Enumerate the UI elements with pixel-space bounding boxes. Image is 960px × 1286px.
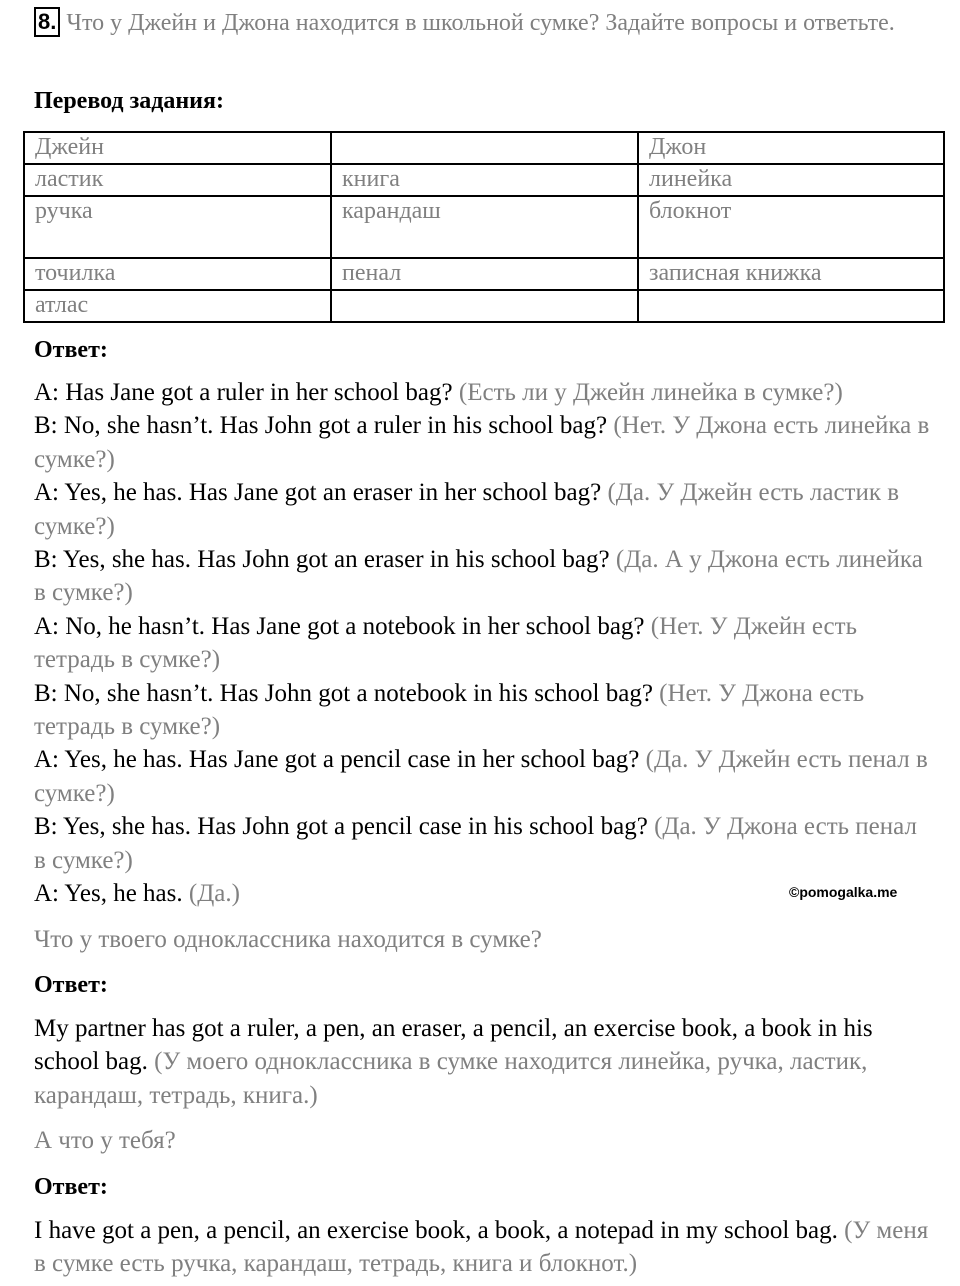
table-row	[24, 290, 944, 322]
translation-heading: Перевод задания:	[34, 88, 224, 114]
table-row	[24, 164, 944, 196]
table-cell: ластик	[24, 164, 331, 196]
line-russian: (Да.)	[188, 880, 240, 908]
table-cell	[331, 290, 638, 322]
dialogue-line	[34, 610, 934, 677]
line-english: A: No, he hasn’t. Has Jane got a notebook in her school bag?	[34, 612, 645, 640]
line-english: A: Yes, he has. Has Jane got a pencil case in her school bag?	[34, 746, 640, 774]
answer-label-2: Ответ:	[34, 972, 108, 998]
table-row	[24, 132, 944, 164]
task-statement	[34, 6, 934, 40]
table-cell: записная книжка	[638, 258, 944, 290]
table-cell	[638, 290, 944, 322]
question-you: А что у тебя?	[34, 1127, 176, 1154]
table-cell: карандаш	[331, 196, 638, 258]
line-russian: (Да. У Джейн есть пенал в сумке?)	[34, 746, 928, 807]
line-russian: (Есть ли у Джейн линейка в сумке?)	[458, 379, 843, 406]
line-russian: (Нет. У Джейн есть тетрадь в сумке?)	[34, 612, 857, 674]
dialogue	[34, 376, 934, 911]
line-english: B: No, she hasn’t. Has John got a notebook in his school bag?	[34, 679, 653, 707]
dialogue-line	[34, 409, 934, 476]
answer-classmate	[34, 1012, 934, 1112]
line-english: B: No, she hasn’t. Has John got a ruler in his school bag?	[34, 412, 608, 440]
items-table	[23, 131, 945, 323]
table-cell: книга	[331, 164, 638, 196]
dialogue-line	[34, 743, 934, 810]
answer-russian: (У моего одноклассника в сумке находится линейка, ручка, ластик, карандаш, тетрадь, книга.)	[34, 1048, 868, 1109]
line-russian: (Да. У Джона есть пенал в сумке?)	[34, 813, 917, 874]
table-cell: Джейн	[24, 132, 331, 164]
table-cell: пенал	[331, 258, 638, 290]
line-russian: (Нет. У Джона есть линейка в сумке?)	[34, 412, 930, 473]
line-english: A: Yes, he has. Has Jane got an eraser in her school bag?	[34, 479, 602, 507]
task-number: 8.	[34, 7, 60, 37]
line-english: A: Yes, he has.	[34, 880, 183, 908]
line-english: B: Yes, she has. Has John got a pencil case in his school bag?	[34, 813, 648, 841]
dialogue-line	[34, 543, 934, 610]
table-row	[24, 196, 944, 258]
watermark: ©pomogalka.me	[789, 884, 898, 900]
answer-english: I have got a pen, a pencil, an exercise book, a book, a notepad in my school bag.	[34, 1217, 838, 1244]
line-english: A: Has Jane got a ruler in her school bag?	[34, 379, 453, 406]
line-russian: (Да. А у Джона есть линейка в сумке?)	[34, 546, 923, 607]
line-russian: (Нет. У Джона есть тетрадь в сумке?)	[34, 679, 865, 741]
answer-russian: (У меня в сумке есть ручка, карандаш, тетрадь, книга и блокнот.)	[34, 1217, 929, 1278]
table-cell: атлас	[24, 290, 331, 322]
dialogue-line	[34, 376, 934, 409]
task-text: Что у Джейн и Джона находится в школьной сумке? Задайте вопросы и ответьте.	[66, 10, 895, 36]
table-cell	[331, 132, 638, 164]
table-cell: блокнот	[638, 196, 944, 258]
dialogue-line	[34, 810, 934, 877]
line-english: B: Yes, she has. Has John got an eraser in his school bag?	[34, 546, 610, 574]
line-russian: (Да. У Джейн есть ластик в сумке?)	[34, 479, 900, 540]
table-cell: линейка	[638, 164, 944, 196]
table-cell: точилка	[24, 258, 331, 290]
table-cell: ручка	[24, 196, 331, 258]
answer-label-3: Ответ:	[34, 1174, 108, 1200]
dialogue-line	[34, 677, 934, 744]
answer-english: My partner has got a ruler, a pen, an eraser, a pencil, an exercise book, a book in his school bag.	[34, 1015, 873, 1076]
table-cell: Джон	[638, 132, 944, 164]
question-classmate: Что у твоего одноклассника находится в сумке?	[34, 926, 542, 953]
answer-label-1: Ответ:	[34, 337, 108, 363]
dialogue-line	[34, 476, 934, 543]
answer-you	[34, 1214, 934, 1281]
table-row	[24, 258, 944, 290]
